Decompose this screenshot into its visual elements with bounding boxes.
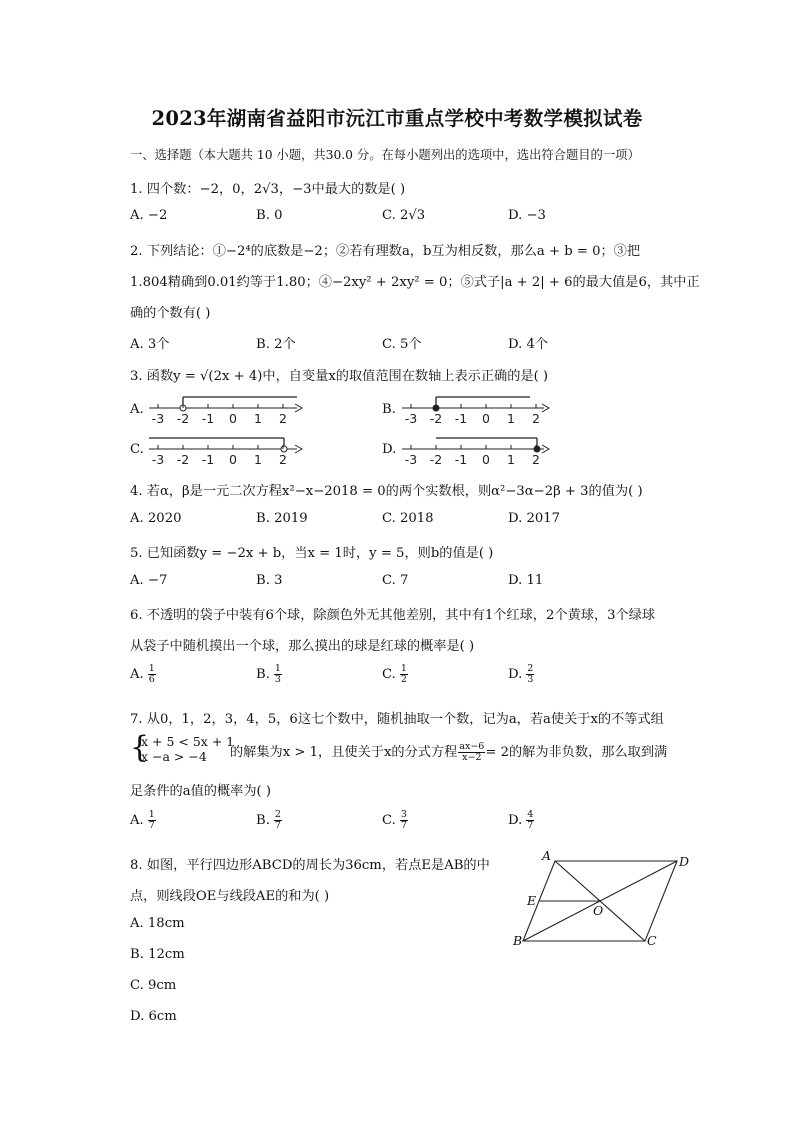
question-6-text-line1: 6. 不透明的袋子中装有6个球，除颜色外无其他差别，其中有1个红球，2个黄球，3个绿球 xyxy=(130,608,656,623)
number-line-tick-label: -1 xyxy=(454,411,468,426)
fraction: $\frac{1}{2}$ xyxy=(400,663,407,685)
q1-option-c[interactable]: C. 2√3 xyxy=(382,208,426,223)
question-2-text-line2: 1.804精确到0.01约等于1.80；④−2xy² + 2xy² = 0；⑤式子|a + 2| + 6的最大值是6，其中正 xyxy=(130,275,700,290)
number-line-tick-label: -1 xyxy=(201,452,215,467)
number-line-c xyxy=(145,433,315,469)
q2-option-a[interactable]: A. 3个 xyxy=(130,337,170,352)
parallelogram-figure xyxy=(505,848,705,953)
fraction: $\frac{ax-6}{x-2}$ xyxy=(459,741,485,763)
question-7-text-line3: 足条件的a值的概率为( ) xyxy=(130,784,272,799)
number-line-tick-label: 2 xyxy=(532,411,540,426)
q5-option-b[interactable]: B. 3 xyxy=(256,573,283,588)
point-label-o: O xyxy=(593,903,604,918)
q8-option-a[interactable]: A. 18cm xyxy=(130,916,185,931)
fraction: $\frac{3}{7}$ xyxy=(400,809,407,831)
q5-option-d[interactable]: D. 11 xyxy=(508,573,544,588)
q6-option-b[interactable]: B. $\frac{1}{3}$ xyxy=(256,663,281,685)
question-2-text-line1: 2. 下列结论：①−2⁴的底数是−2；②若有理数a，b互为相反数，那么a + b = 0；③把 xyxy=(130,244,641,259)
q7-option-d[interactable]: D. $\frac{4}{7}$ xyxy=(508,809,534,831)
number-line-tick-label: -3 xyxy=(151,452,165,467)
q2-option-d[interactable]: D. 4个 xyxy=(508,337,549,352)
question-7-text-line1: 7. 从0，1，2，3，4，5，6这七个数中，随机抽取一个数，记为a，若a使关于x的不等式组 xyxy=(130,712,664,727)
vertex-label-b: B xyxy=(513,933,523,948)
vertex-label-c: C xyxy=(647,933,657,948)
q3-option-b[interactable]: B. xyxy=(382,402,396,417)
number-line-tick-label: 1 xyxy=(254,452,262,467)
point-label-e: E xyxy=(527,893,537,908)
q4-option-c[interactable]: C. 2018 xyxy=(382,511,434,526)
number-line-tick-label: 0 xyxy=(482,452,490,467)
number-line-tick-label: -2 xyxy=(176,411,190,426)
fraction: $\frac{2}{3}$ xyxy=(527,663,534,685)
question-1-text: 1. 四个数：−2，0，2√3，−3中最大的数是( ) xyxy=(130,182,406,197)
q1-option-d[interactable]: D. −3 xyxy=(508,208,546,223)
number-line-tick-label: 0 xyxy=(229,452,237,467)
section-heading: 一、选择题（本大题共 10 小题，共30.0 分。在每小题列出的选项中，选出符合题目的一项） xyxy=(130,148,640,162)
q2-option-c[interactable]: C. 5个 xyxy=(382,337,422,352)
question-3-text: 3. 函数y = √(2x + 4)中，自变量x的取值范围在数轴上表示正确的是( ) xyxy=(130,369,549,384)
question-8-text-line2: 点，则线段OE与线段AE的和为( ) xyxy=(130,889,330,904)
q7-option-a[interactable]: A. $\frac{1}{7}$ xyxy=(130,809,155,831)
number-line-tick-label: 1 xyxy=(254,411,262,426)
q6-option-d[interactable]: D. $\frac{2}{3}$ xyxy=(508,663,534,685)
number-line-tick-label: -2 xyxy=(429,411,443,426)
q3-option-d[interactable]: D. xyxy=(382,442,397,457)
question-6-text-line2: 从袋子中随机摸出一个球，那么摸出的球是红球的概率是( ) xyxy=(130,639,475,654)
q7-inequality-1: x + 5 < 5x + 1 xyxy=(141,734,235,749)
vertex-label-d: D xyxy=(679,854,690,869)
number-line-tick-label: 2 xyxy=(532,452,540,467)
q4-option-d[interactable]: D. 2017 xyxy=(508,511,561,526)
q7-option-b[interactable]: B. $\frac{2}{7}$ xyxy=(256,809,281,831)
q8-option-d[interactable]: D. 6cm xyxy=(130,1009,177,1024)
fraction: $\frac{2}{7}$ xyxy=(274,809,281,831)
fraction: $\frac{4}{7}$ xyxy=(527,809,534,831)
number-line-b xyxy=(398,392,568,428)
q2-option-b[interactable]: B. 2个 xyxy=(256,337,296,352)
number-line-tick-label: 2 xyxy=(279,452,287,467)
system-brace: { xyxy=(130,730,150,765)
q4-option-b[interactable]: B. 2019 xyxy=(256,511,308,526)
number-line-a xyxy=(145,392,315,428)
q3-option-a[interactable]: A. xyxy=(130,402,144,417)
number-line-tick-label: 1 xyxy=(507,411,515,426)
number-line-tick-label: -3 xyxy=(151,411,165,426)
number-line-tick-label: 2 xyxy=(279,411,287,426)
number-line-tick-label: -2 xyxy=(176,452,190,467)
q3-option-c[interactable]: C. xyxy=(130,442,144,457)
question-2-text-line3: 确的个数有( ) xyxy=(130,306,211,321)
question-8-text-line1: 8. 如图，平行四边形ABCD的周长为36cm，若点E是AB的中 xyxy=(130,858,490,873)
page-title: 2023年湖南省益阳市沅江市重点学校中考数学模拟试卷 xyxy=(151,107,643,130)
number-line-tick-label: 0 xyxy=(229,411,237,426)
number-line-tick-label: -3 xyxy=(404,452,418,467)
q7-inequality-2: x −a > −4 xyxy=(141,749,207,764)
number-line-d xyxy=(398,433,568,469)
q6-option-c[interactable]: C. $\frac{1}{2}$ xyxy=(382,663,407,685)
question-7-text-line2: 的解集为x > 1，且使关于x的分式方程 $\frac{ax-6}{x-2}$ = 2的解为非负数，那么取到满 xyxy=(230,741,668,763)
q5-option-c[interactable]: C. 7 xyxy=(382,573,409,588)
q7-option-c[interactable]: C. $\frac{3}{7}$ xyxy=(382,809,407,831)
q6-option-a[interactable]: A. $\frac{1}{6}$ xyxy=(130,663,155,685)
question-4-text: 4. 若α，β是一元二次方程x²−x−2018 = 0的两个实数根，则α²−3α−2β + 3的值为( ) xyxy=(130,484,643,499)
q8-option-b[interactable]: B. 12cm xyxy=(130,947,185,962)
number-line-tick-label: 1 xyxy=(507,452,515,467)
number-line-tick-label: -1 xyxy=(201,411,215,426)
q8-option-c[interactable]: C. 9cm xyxy=(130,978,177,993)
number-line-tick-label: -3 xyxy=(404,411,418,426)
q5-option-a[interactable]: A. −7 xyxy=(130,573,168,588)
fraction: $\frac{1}{3}$ xyxy=(274,663,281,685)
question-5-text: 5. 已知函数y = −2x + b，当x = 1时，y = 5，则b的值是( ) xyxy=(130,546,494,561)
vertex-label-a: A xyxy=(542,848,552,863)
number-line-tick-label: -2 xyxy=(429,452,443,467)
fraction: $\frac{1}{7}$ xyxy=(148,809,155,831)
q1-option-b[interactable]: B. 0 xyxy=(256,208,283,223)
q1-option-a[interactable]: A. −2 xyxy=(130,208,168,223)
q4-option-a[interactable]: A. 2020 xyxy=(130,511,182,526)
number-line-tick-label: 0 xyxy=(482,411,490,426)
fraction: $\frac{1}{6}$ xyxy=(148,663,155,685)
number-line-tick-label: -1 xyxy=(454,452,468,467)
